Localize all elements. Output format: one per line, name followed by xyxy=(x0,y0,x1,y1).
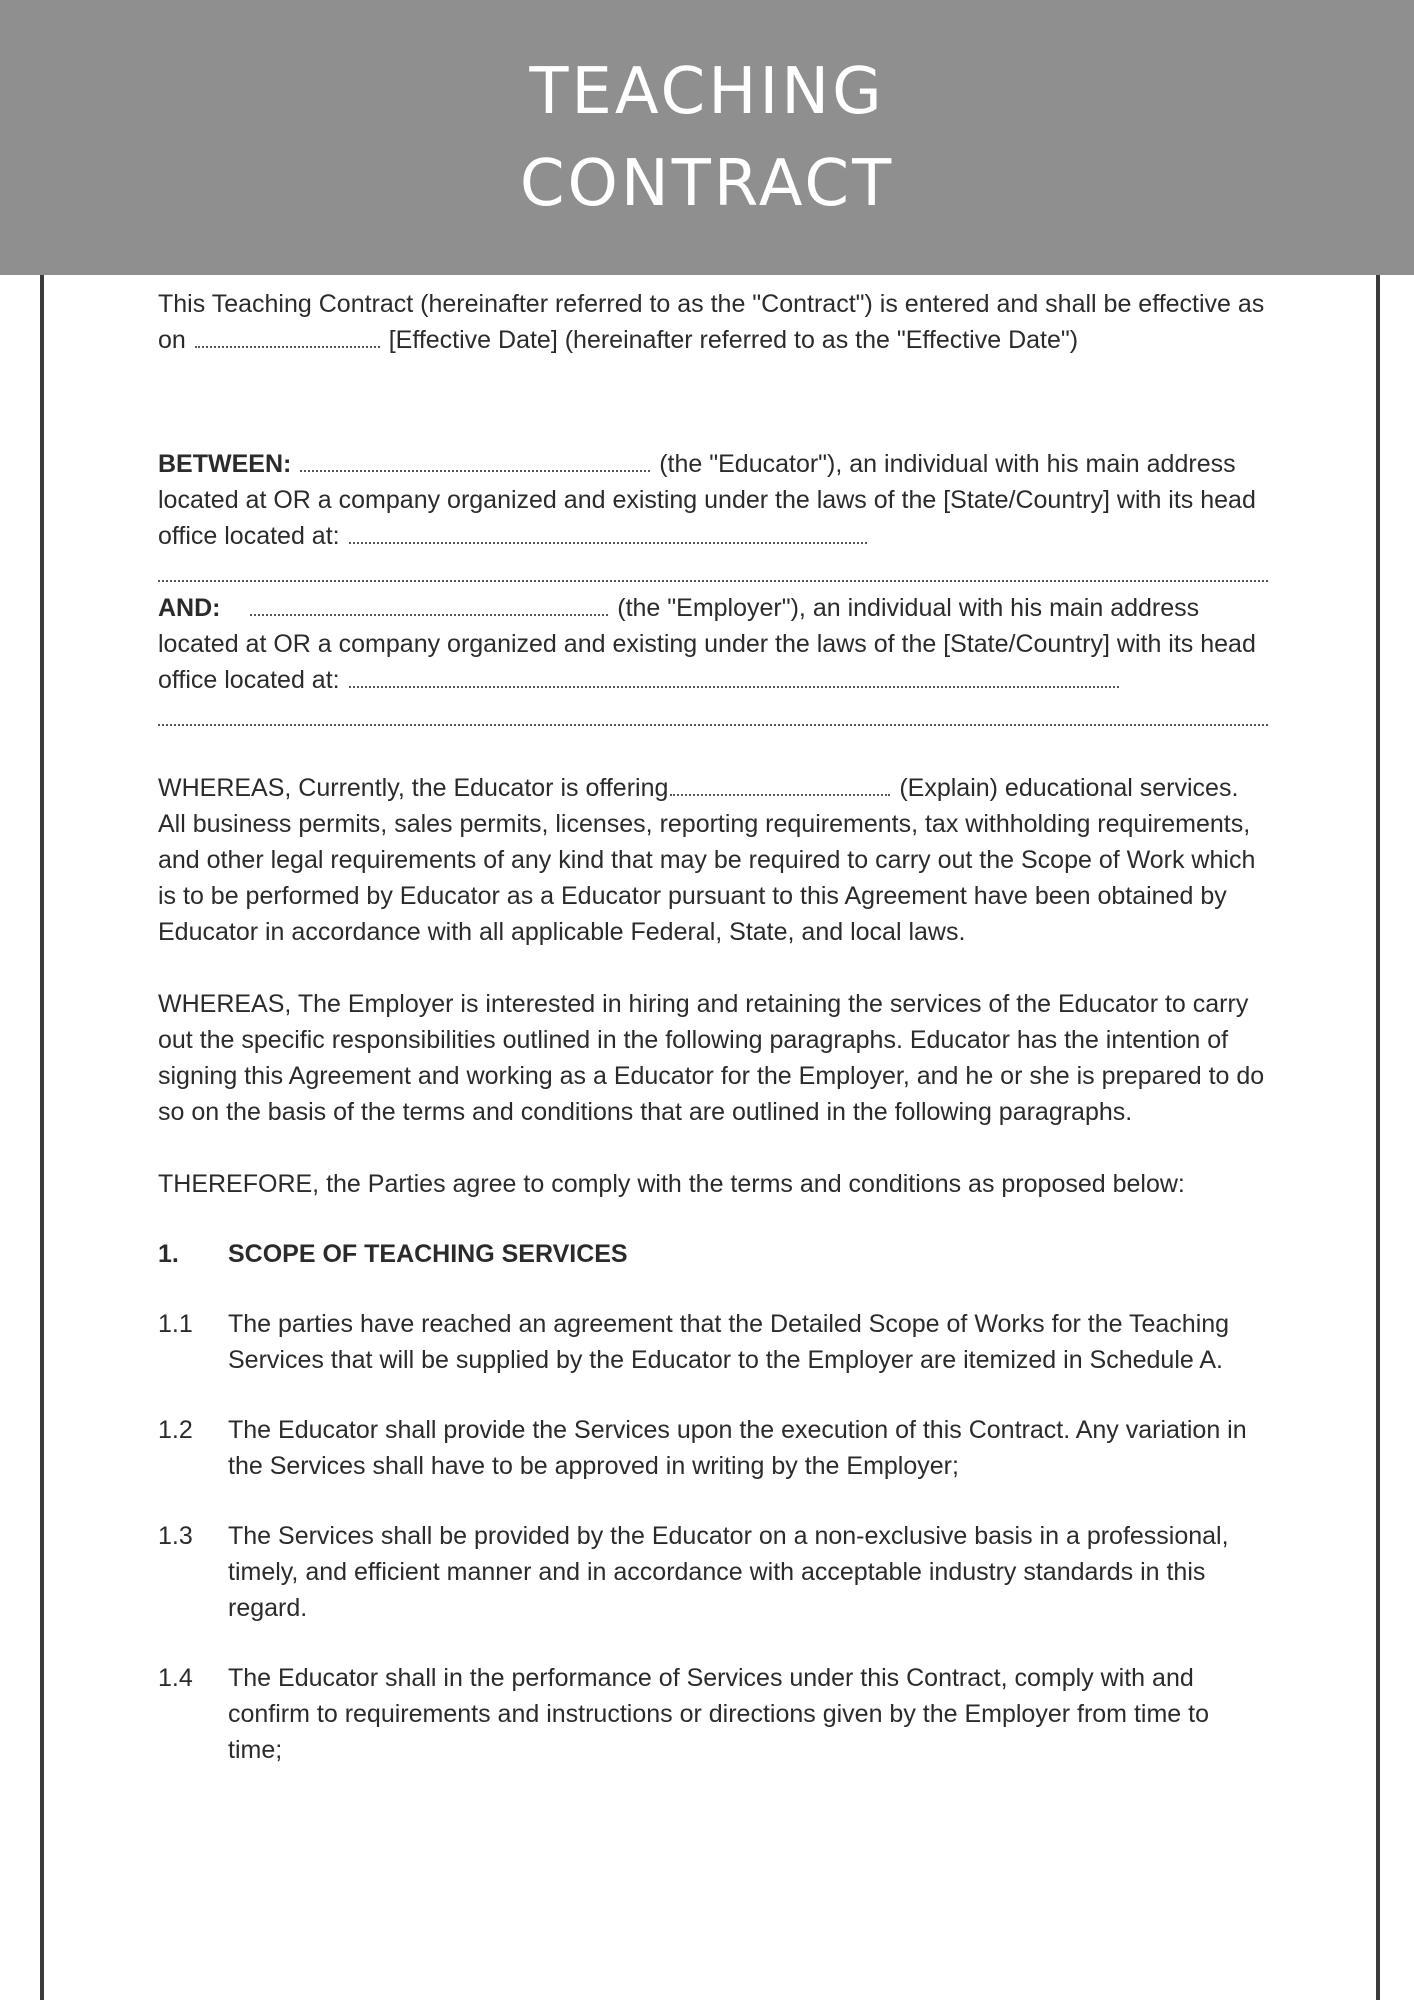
employer-name-blank xyxy=(250,613,608,616)
and-label: AND: xyxy=(158,594,221,622)
title-line-1: TEACHING xyxy=(529,54,885,129)
title-banner xyxy=(0,0,1414,275)
therefore-paragraph: THEREFORE, the Parties agree to comply with the terms and conditions as proposed below: xyxy=(158,1170,1185,1198)
employer-address-blank xyxy=(349,685,1119,688)
employer-address-blank-2 xyxy=(158,698,1268,734)
title-line-2: CONTRACT xyxy=(519,146,895,221)
whereas1-text-1: WHEREAS, Currently, the Educator is offering xyxy=(158,774,669,802)
and-paragraph xyxy=(158,590,1268,698)
intro-text-1: This Teaching Contract (hereinafter referred to as the "Contract") is entered and shall be effective as on xyxy=(158,290,1265,354)
clause-number: 1.3 xyxy=(158,1522,193,1550)
between-paragraph xyxy=(158,446,1268,554)
section-title: SCOPE OF TEACHING SERVICES xyxy=(228,1240,628,1268)
whereas1-text-2: (Explain) educational services. All business permits, sales permits, licenses, reporting requirements, tax withholding requirements, and other legal requirements of any kind that may be required to carry out the Scope of Work which is to be performed by Educator as a Educator pursuant to this Agreement have been obtained by Educator in accordance with all applicable Federal, State, and local laws. xyxy=(158,774,1256,946)
page-border-right xyxy=(1376,270,1380,2000)
clause-text: The Services shall be provided by the Educator on a non-exclusive basis in a professional, timely, and efficient manner and in accordance with acceptable industry standards in this regard. xyxy=(228,1522,1229,1622)
clause-1-4 xyxy=(158,1660,1268,1768)
educator-address-blank-2 xyxy=(158,554,1268,590)
clause-number: 1.4 xyxy=(158,1664,193,1692)
effective-date-blank xyxy=(195,345,380,348)
educator-name-blank xyxy=(300,469,650,472)
clause-1-1 xyxy=(158,1306,1268,1378)
page-border-left xyxy=(40,270,44,2000)
clause-text: The Educator shall in the performance of Services under this Contract, comply with and confirm to requirements and instructions or directions given by the Employer from time to time; xyxy=(228,1664,1209,1764)
between-text: (the "Educator"), an individual with his main address located at OR a company organized and existing under the laws of the [State/Country] with its head office located at: xyxy=(158,450,1256,550)
educator-address-blank xyxy=(349,541,867,544)
clause-number: 1.2 xyxy=(158,1416,193,1444)
and-text: (the "Employer"), an individual with his main address located at OR a company organized and existing under the laws of the [State/Country] with its head office located at: xyxy=(158,594,1256,694)
clause-number: 1.1 xyxy=(158,1310,193,1338)
intro-paragraph xyxy=(158,286,1268,358)
whereas-paragraph-1 xyxy=(158,770,1268,950)
intro-text-2: [Effective Date] (hereinafter referred to as the "Effective Date") xyxy=(381,326,1079,354)
contract-body xyxy=(158,286,1268,1802)
whereas-paragraph-2: WHEREAS, The Employer is interested in hiring and retaining the services of the Educator to carry out the specific responsibilities outlined in the following paragraphs. Educator has the intention of signing this Agreement and working as a Educator for the Employer, and he or she is prepared to do so on the basis of the terms and conditions that are outlined in the following paragraphs. xyxy=(158,990,1265,1126)
section-number: 1. xyxy=(158,1240,179,1268)
services-blank xyxy=(670,793,890,796)
clause-text: The parties have reached an agreement that the Detailed Scope of Works for the Teaching Services that will be supplied by the Educator to the Employer are itemized in Schedule A. xyxy=(228,1310,1230,1374)
section-heading xyxy=(158,1236,1268,1272)
clause-1-2 xyxy=(158,1412,1268,1484)
clause-text: The Educator shall provide the Services upon the execution of this Contract. Any variation in the Services shall have to be approved in writing by the Employer; xyxy=(228,1416,1247,1480)
clause-1-3 xyxy=(158,1518,1268,1626)
between-label: BETWEEN: xyxy=(158,450,292,478)
